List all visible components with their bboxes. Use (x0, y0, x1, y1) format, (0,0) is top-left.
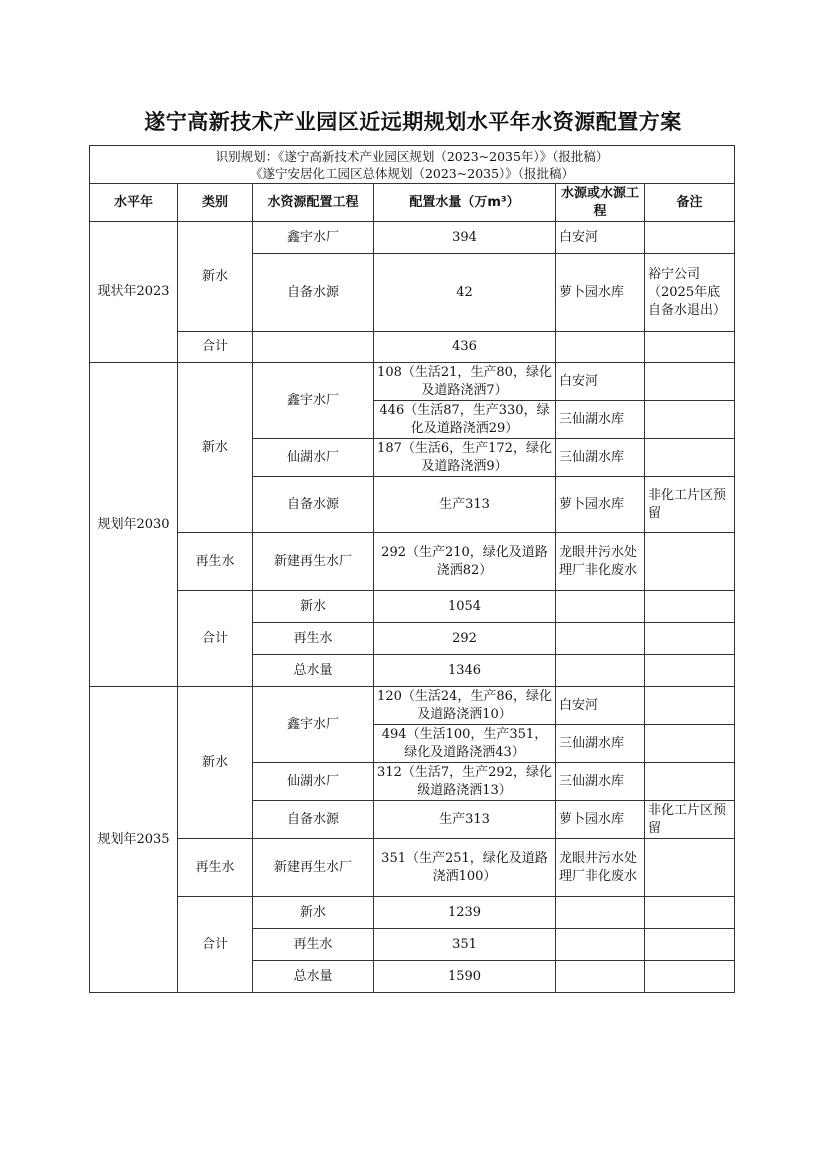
project-cell (253, 332, 374, 363)
header-category: 类别 (178, 184, 253, 222)
amount-cell: 494（生活100，生产351，绿化及道路浇洒43） (374, 725, 556, 763)
project-cell: 鑫宇水厂 (253, 687, 374, 763)
note-cell (645, 763, 735, 801)
amount-cell: 292 (374, 623, 556, 655)
source-cell (556, 897, 645, 929)
note-cell (645, 929, 735, 961)
document-title: 遂宁高新技术产业园区近远期规划水平年水资源配置方案 (144, 110, 682, 134)
source-cell: 白安河 (556, 222, 645, 254)
source-cell: 萝卜园水库 (556, 801, 645, 839)
table-row (90, 533, 735, 591)
note-cell (645, 332, 735, 363)
note-cell: 非化工片区预留 (645, 801, 735, 839)
total-label-cell: 合计 (178, 591, 253, 687)
note-cell (645, 687, 735, 725)
year-2030-label: 规划年2030 (90, 363, 178, 687)
note-cell (645, 591, 735, 623)
amount-cell: 1346 (374, 655, 556, 687)
amount-cell: 351（生产251，绿化及道路浇洒100） (374, 839, 556, 897)
amount-cell: 108（生活21，生产80，绿化及道路浇洒7） (374, 363, 556, 401)
table-row (90, 363, 735, 401)
project-cell: 新水 (253, 591, 374, 623)
table-row (90, 222, 735, 254)
category-cell: 新水 (178, 687, 253, 839)
amount-cell: 394 (374, 222, 556, 254)
source-cell: 三仙湖水库 (556, 401, 645, 439)
identify-row (90, 146, 735, 184)
year-2035-label: 规划年2035 (90, 687, 178, 993)
table-row (90, 332, 735, 363)
source-cell: 萝卜园水库 (556, 254, 645, 332)
project-cell: 总水量 (253, 655, 374, 687)
header-note: 备注 (645, 184, 735, 222)
note-cell (645, 839, 735, 897)
project-cell: 自备水源 (253, 254, 374, 332)
table-row (90, 839, 735, 897)
total-label-cell: 合计 (178, 332, 253, 363)
total-label-cell: 合计 (178, 897, 253, 993)
source-cell: 三仙湖水库 (556, 439, 645, 477)
header-year: 水平年 (90, 184, 178, 222)
project-cell: 再生水 (253, 929, 374, 961)
project-cell: 新建再生水厂 (253, 533, 374, 591)
source-cell (556, 623, 645, 655)
header-amount: 配置水量（万m³） (374, 184, 556, 222)
note-cell (645, 222, 735, 254)
note-cell (645, 439, 735, 477)
note-cell: 非化工片区预留 (645, 477, 735, 533)
identify-line-1: 识别规划：《遂宁高新技术产业园区规划（2023~2035年）》（报批稿） (215, 148, 609, 164)
project-cell: 自备水源 (253, 477, 374, 533)
amount-cell: 生产313 (374, 477, 556, 533)
source-cell: 三仙湖水库 (556, 725, 645, 763)
category-cell: 再生水 (178, 533, 253, 591)
source-cell (556, 929, 645, 961)
project-cell: 总水量 (253, 961, 374, 993)
header-source: 水源或水源工程 (556, 184, 645, 222)
source-cell: 萝卜园水库 (556, 477, 645, 533)
source-cell (556, 961, 645, 993)
amount-cell: 1590 (374, 961, 556, 993)
amount-cell: 120（生活24，生产86，绿化及道路浇洒10） (374, 687, 556, 725)
amount-cell: 292（生产210，绿化及道路浇洒82） (374, 533, 556, 591)
category-cell: 新水 (178, 222, 253, 332)
category-cell: 新水 (178, 363, 253, 533)
amount-cell: 生产313 (374, 801, 556, 839)
table-row (90, 591, 735, 623)
header-row (90, 184, 735, 222)
note-cell: 裕宁公司（2025年底自备水退出） (645, 254, 735, 332)
project-cell: 新建再生水厂 (253, 839, 374, 897)
amount-cell: 312（生活7，生产292，绿化级道路浇洒13） (374, 763, 556, 801)
source-cell: 龙眼井污水处理厂非化废水 (556, 839, 645, 897)
amount-cell: 351 (374, 929, 556, 961)
source-cell: 三仙湖水库 (556, 763, 645, 801)
amount-cell: 187（生活6，生产172，绿化及道路浇洒9） (374, 439, 556, 477)
source-cell (556, 332, 645, 363)
project-cell: 再生水 (253, 623, 374, 655)
amount-cell: 1239 (374, 897, 556, 929)
project-cell: 仙湖水厂 (253, 763, 374, 801)
header-project: 水资源配置工程 (253, 184, 374, 222)
note-cell (645, 725, 735, 763)
amount-cell: 42 (374, 254, 556, 332)
source-cell (556, 655, 645, 687)
note-cell (645, 961, 735, 993)
water-allocation-table (89, 145, 735, 993)
source-cell: 白安河 (556, 363, 645, 401)
source-cell (556, 591, 645, 623)
note-cell (645, 623, 735, 655)
note-cell (645, 363, 735, 401)
amount-cell: 1054 (374, 591, 556, 623)
amount-cell: 436 (374, 332, 556, 363)
identify-line-2: 《遂宁安居化工园区总体规划（2023~2035）》（报批稿） (249, 165, 575, 181)
amount-cell: 446（生活87，生产330，绿化及道路浇洒29） (374, 401, 556, 439)
table-row (90, 687, 735, 725)
project-cell: 鑫宇水厂 (253, 363, 374, 439)
source-cell: 白安河 (556, 687, 645, 725)
project-cell: 仙湖水厂 (253, 439, 374, 477)
table-row (90, 897, 735, 929)
project-cell: 新水 (253, 897, 374, 929)
note-cell (645, 401, 735, 439)
identify-cell (90, 146, 735, 184)
category-cell: 再生水 (178, 839, 253, 897)
source-cell: 龙眼井污水处理厂非化废水 (556, 533, 645, 591)
project-cell: 自备水源 (253, 801, 374, 839)
project-cell: 鑫宇水厂 (253, 222, 374, 254)
note-cell (645, 533, 735, 591)
note-cell (645, 655, 735, 687)
note-cell (645, 897, 735, 929)
year-2023-label: 现状年2023 (90, 222, 178, 363)
